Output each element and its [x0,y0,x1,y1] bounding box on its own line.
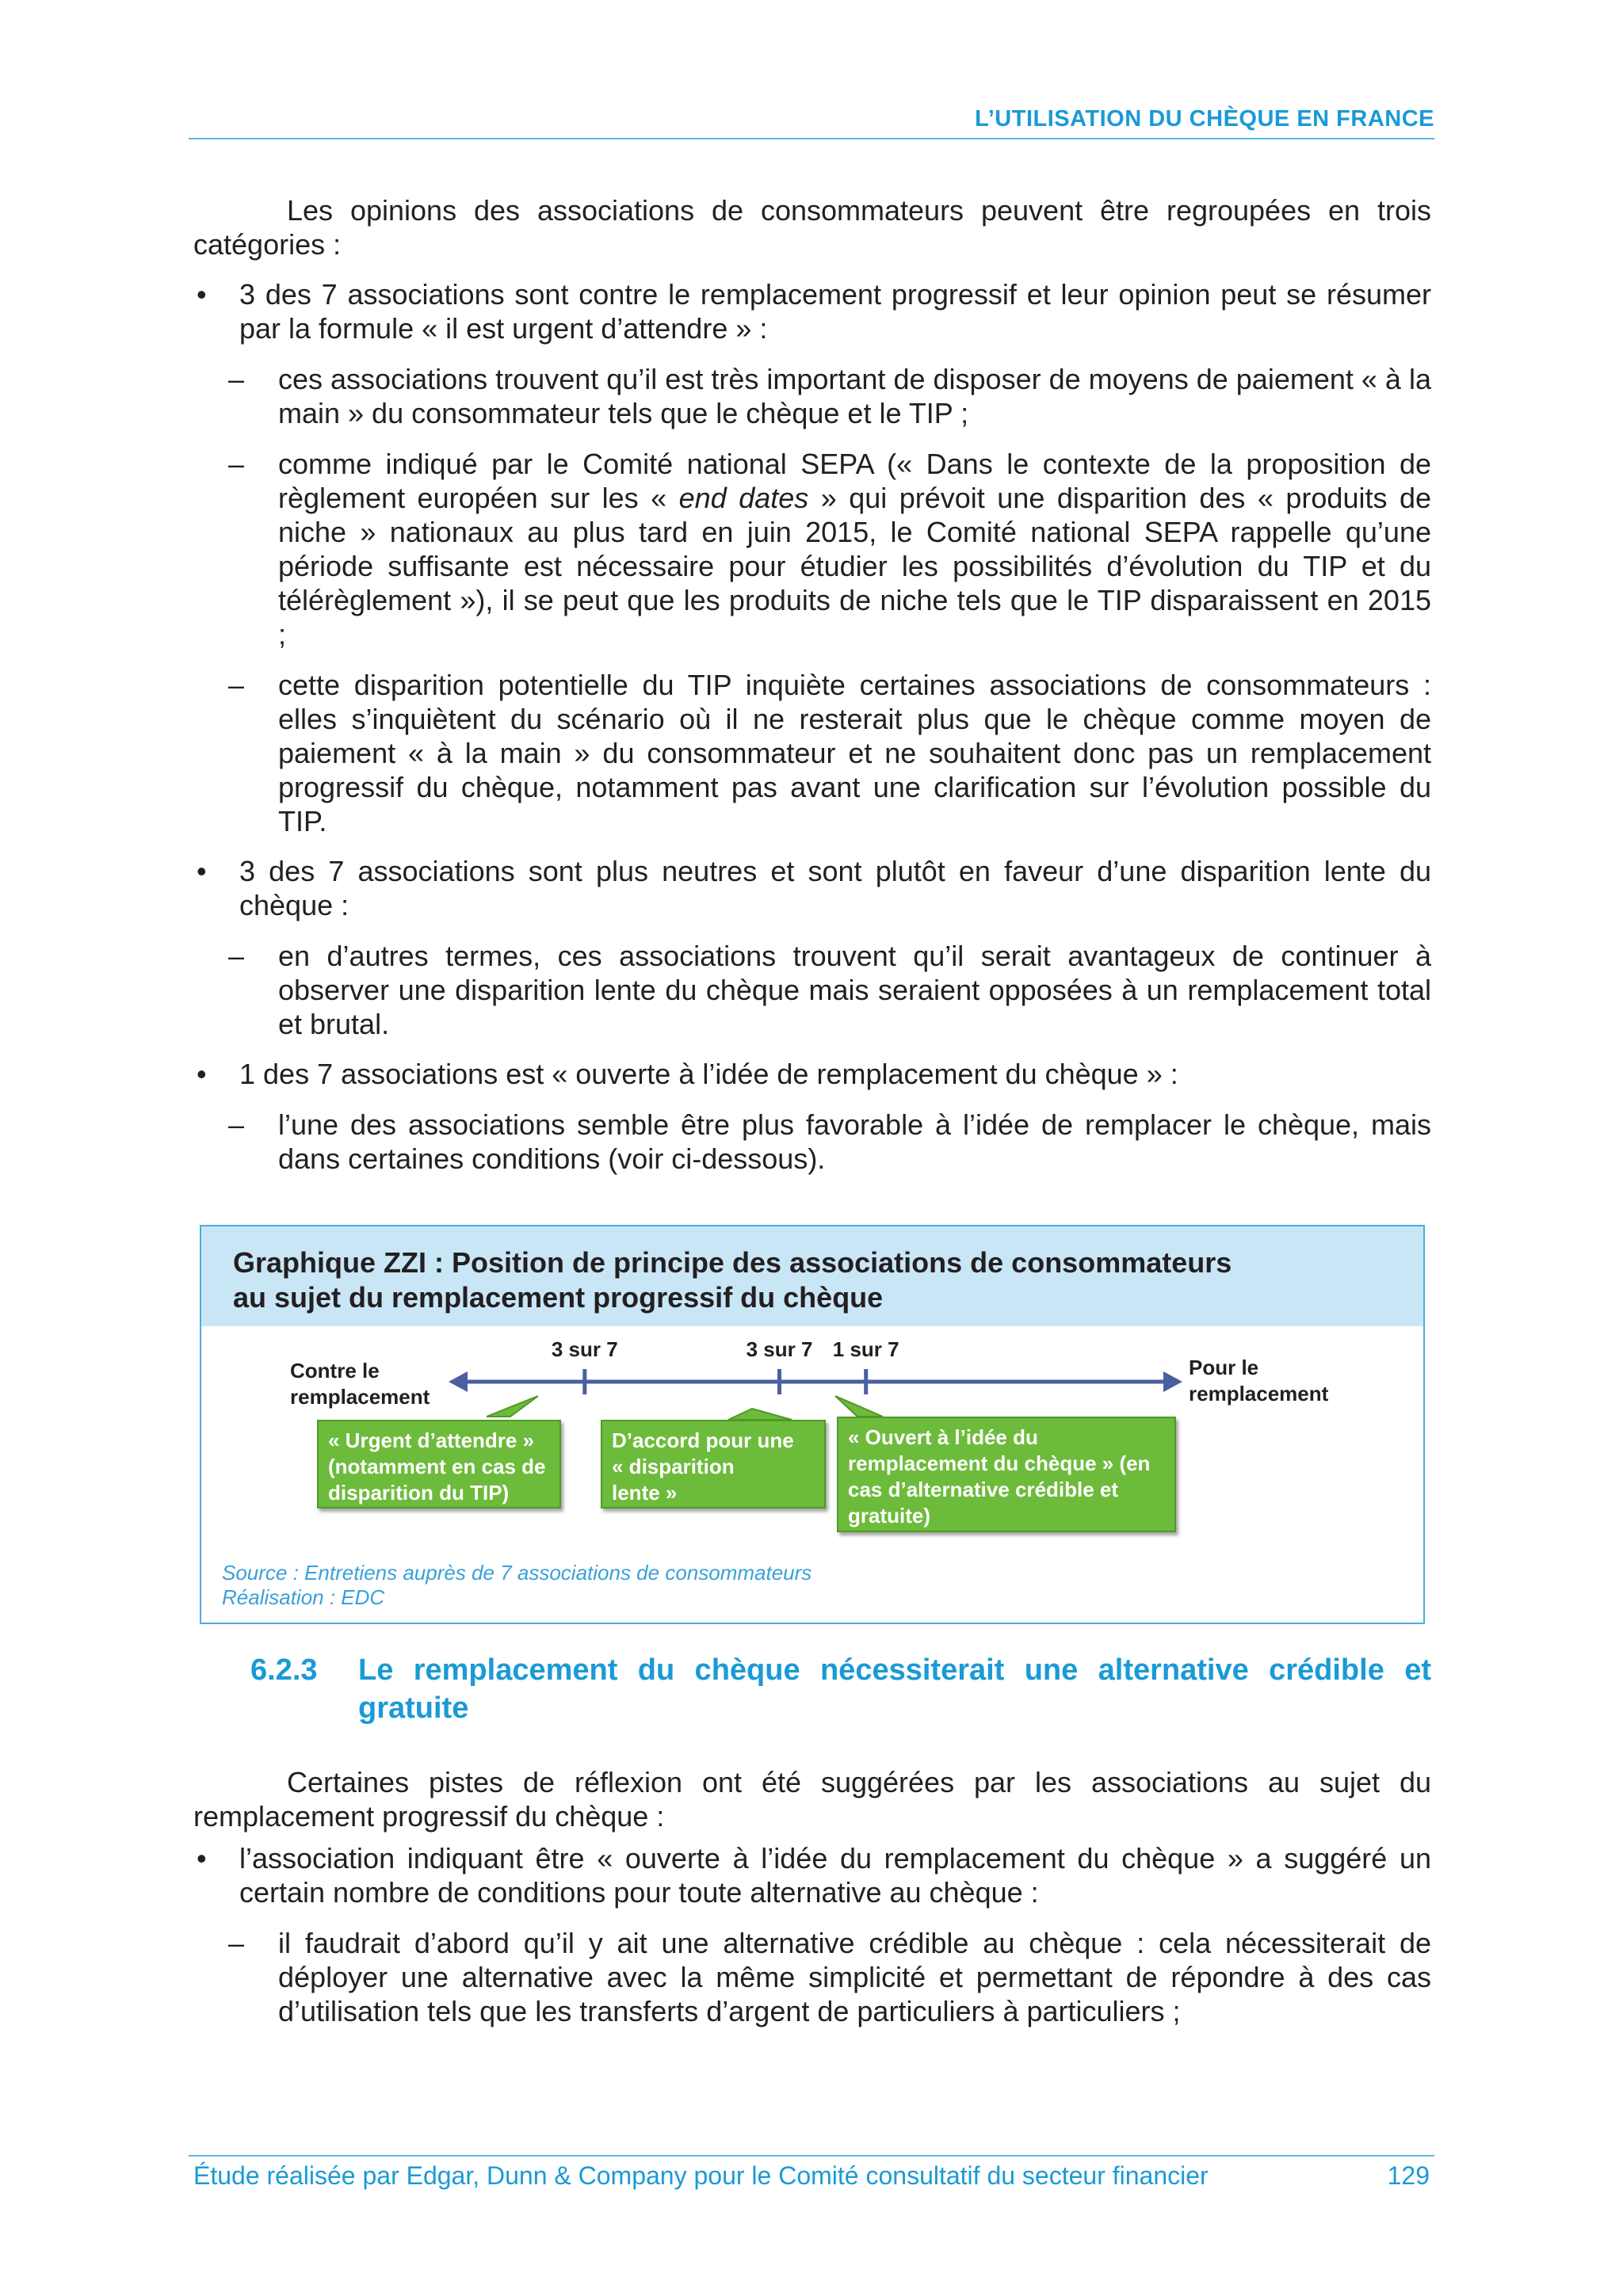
bullet-item: • 3 des 7 associations sont plus neutres et sont plutôt en faveur d’une disparition lente du chèque : [193,854,1431,922]
axis-arrow-left [449,1371,468,1392]
running-header: L’UTILISATION DU CHÈQUE EN FRANCE [975,106,1434,132]
axis-arrow-right [1163,1371,1182,1392]
bullet-item: • 1 des 7 associations est « ouverte à l’idée de remplacement du chèque » : [193,1057,1431,1091]
callout-line: « Ouvert à l’idée du [848,1425,1038,1449]
dash-item: – ces associations trouvent qu’il est très important de disposer de moyens de paiement « à la main » du consommateur tels que le chèque et le TIP ; [193,362,1431,430]
callout-pointer [835,1396,883,1417]
figure-source [222,1561,812,1610]
callout-line: gratuite) [848,1504,930,1527]
body-text-bottom [193,1765,1431,2028]
callout-line: D’accord pour une [612,1428,794,1452]
callout-box-disparition-lente [601,1420,826,1508]
section-number: 6.2.3 [250,1653,318,1687]
dash-item [193,447,1431,651]
callout-line: lente » [612,1481,678,1505]
marker-layer [552,1337,899,1394]
dash-text-part: comme indiqué par le Comité national SEPA (« Dans le contexte de la proposition de règlement européen sur les « [278,448,1431,514]
axis-left-label-line: remplacement [290,1385,430,1409]
bullet-item: • 3 des 7 associations sont contre le remplacement progressif et leur opinion peut se résumer par la formule « il est urgent d’attendre » : [193,277,1431,345]
callout-line: « disparition [612,1455,735,1478]
realisation-line: Réalisation : EDC [222,1585,385,1609]
footer-rule [189,2155,1434,2157]
intro-paragraph: Les opinions des associations de consommateurs peuvent être regroupées en trois catégories : [193,194,1431,261]
section-title-text: Le remplacement du chèque nécessiterait une alternative crédible et gratuite [358,1653,1431,1725]
dash-text-part: » qui prévoit une disparition des « produits de niche » nationaux au plus tard en juin 2015, le Comité national SEPA rappelle qu’une période suffisante est nécessaire pour étudier les possibilités d’évolution du TIP et du télérèglement »), il se peut que les produits de niche tels que le TIP disparaissent en 2015 ; [278,482,1431,650]
axis-left-label-line: Contre le [290,1359,380,1383]
axis-right-label-line: remplacement [1189,1382,1329,1405]
callout-pointer [728,1409,792,1420]
scale-marker-label: 3 sur 7 [551,1337,618,1361]
page-number: 129 [1387,2161,1430,2190]
callout-box-urgent [317,1420,561,1508]
dash-text-emphasis: end dates [678,482,809,514]
dash-item: – en d’autres termes, ces associations trouvent qu’il serait avantageux de continuer à observer une disparition lente du chèque mais seraient opposées à un remplacement total et brutal. [193,939,1431,1041]
callout-box-ouvert [837,1417,1176,1532]
callout-line: disparition du TIP) [328,1481,510,1505]
figure-title-line: au sujet du remplacement progressif du chèque [233,1281,884,1314]
footer-text: Étude réalisée par Edgar, Dunn & Company pour le Comité consultatif du secteur financier [193,2161,1209,2190]
body-text-top [193,193,1431,1176]
callout-line: cas d’alternative crédible et [848,1478,1119,1501]
callout-line: (notamment en cas de [328,1455,546,1478]
callout-line: remplacement du chèque » (en [848,1451,1151,1475]
axis-right-label-line: Pour le [1189,1356,1259,1379]
section-intro-paragraph: Certaines pistes de réflexion ont été suggérées par les associations au sujet du remplacement progressif du chèque : [193,1766,1431,1833]
callout-pointer [487,1396,538,1417]
bullet-item: • l’association indiquant être « ouverte à l’idée du remplacement du chèque » a suggéré un certain nombre de conditions pour toute alternative au chèque : [193,1841,1431,1909]
callout-line: « Urgent d’attendre » [328,1428,535,1452]
figure-title-line: Graphique ZZI : Position de principe des associations de consommateurs [233,1246,1232,1279]
dash-item: – cette disparition potentielle du TIP inquiète certaines associations de consommateurs : elles s’inquiètent du scénario où il ne resterait plus que le chèque comme moyen de paiement « à la main » du consommateur et ne souhaitent donc pas un remplacement progressif du chèque, notamment pas avant une clarification sur l’évolution possible du TIP. [193,668,1431,838]
dash-item: – l’une des associations semble être plus favorable à l’idée de remplacer le chèque, mais dans certaines conditions (voir ci-dessous). [193,1108,1431,1176]
scale-marker-label: 1 sur 7 [832,1337,899,1361]
dash-item: – il faudrait d’abord qu’il y ait une alternative crédible au chèque : cela nécessiterait de déployer une alternative avec la même simplicité et permettant de répondre à des cas d’utilisation tels que les transferts d’argent de particuliers à particuliers ; [193,1926,1431,2028]
header-rule [189,138,1434,139]
scale-marker-label: 3 sur 7 [746,1337,813,1361]
figure-position-associations [200,1225,1425,1624]
source-line: Source : Entretiens auprès de 7 associations de consommateurs [222,1561,812,1585]
